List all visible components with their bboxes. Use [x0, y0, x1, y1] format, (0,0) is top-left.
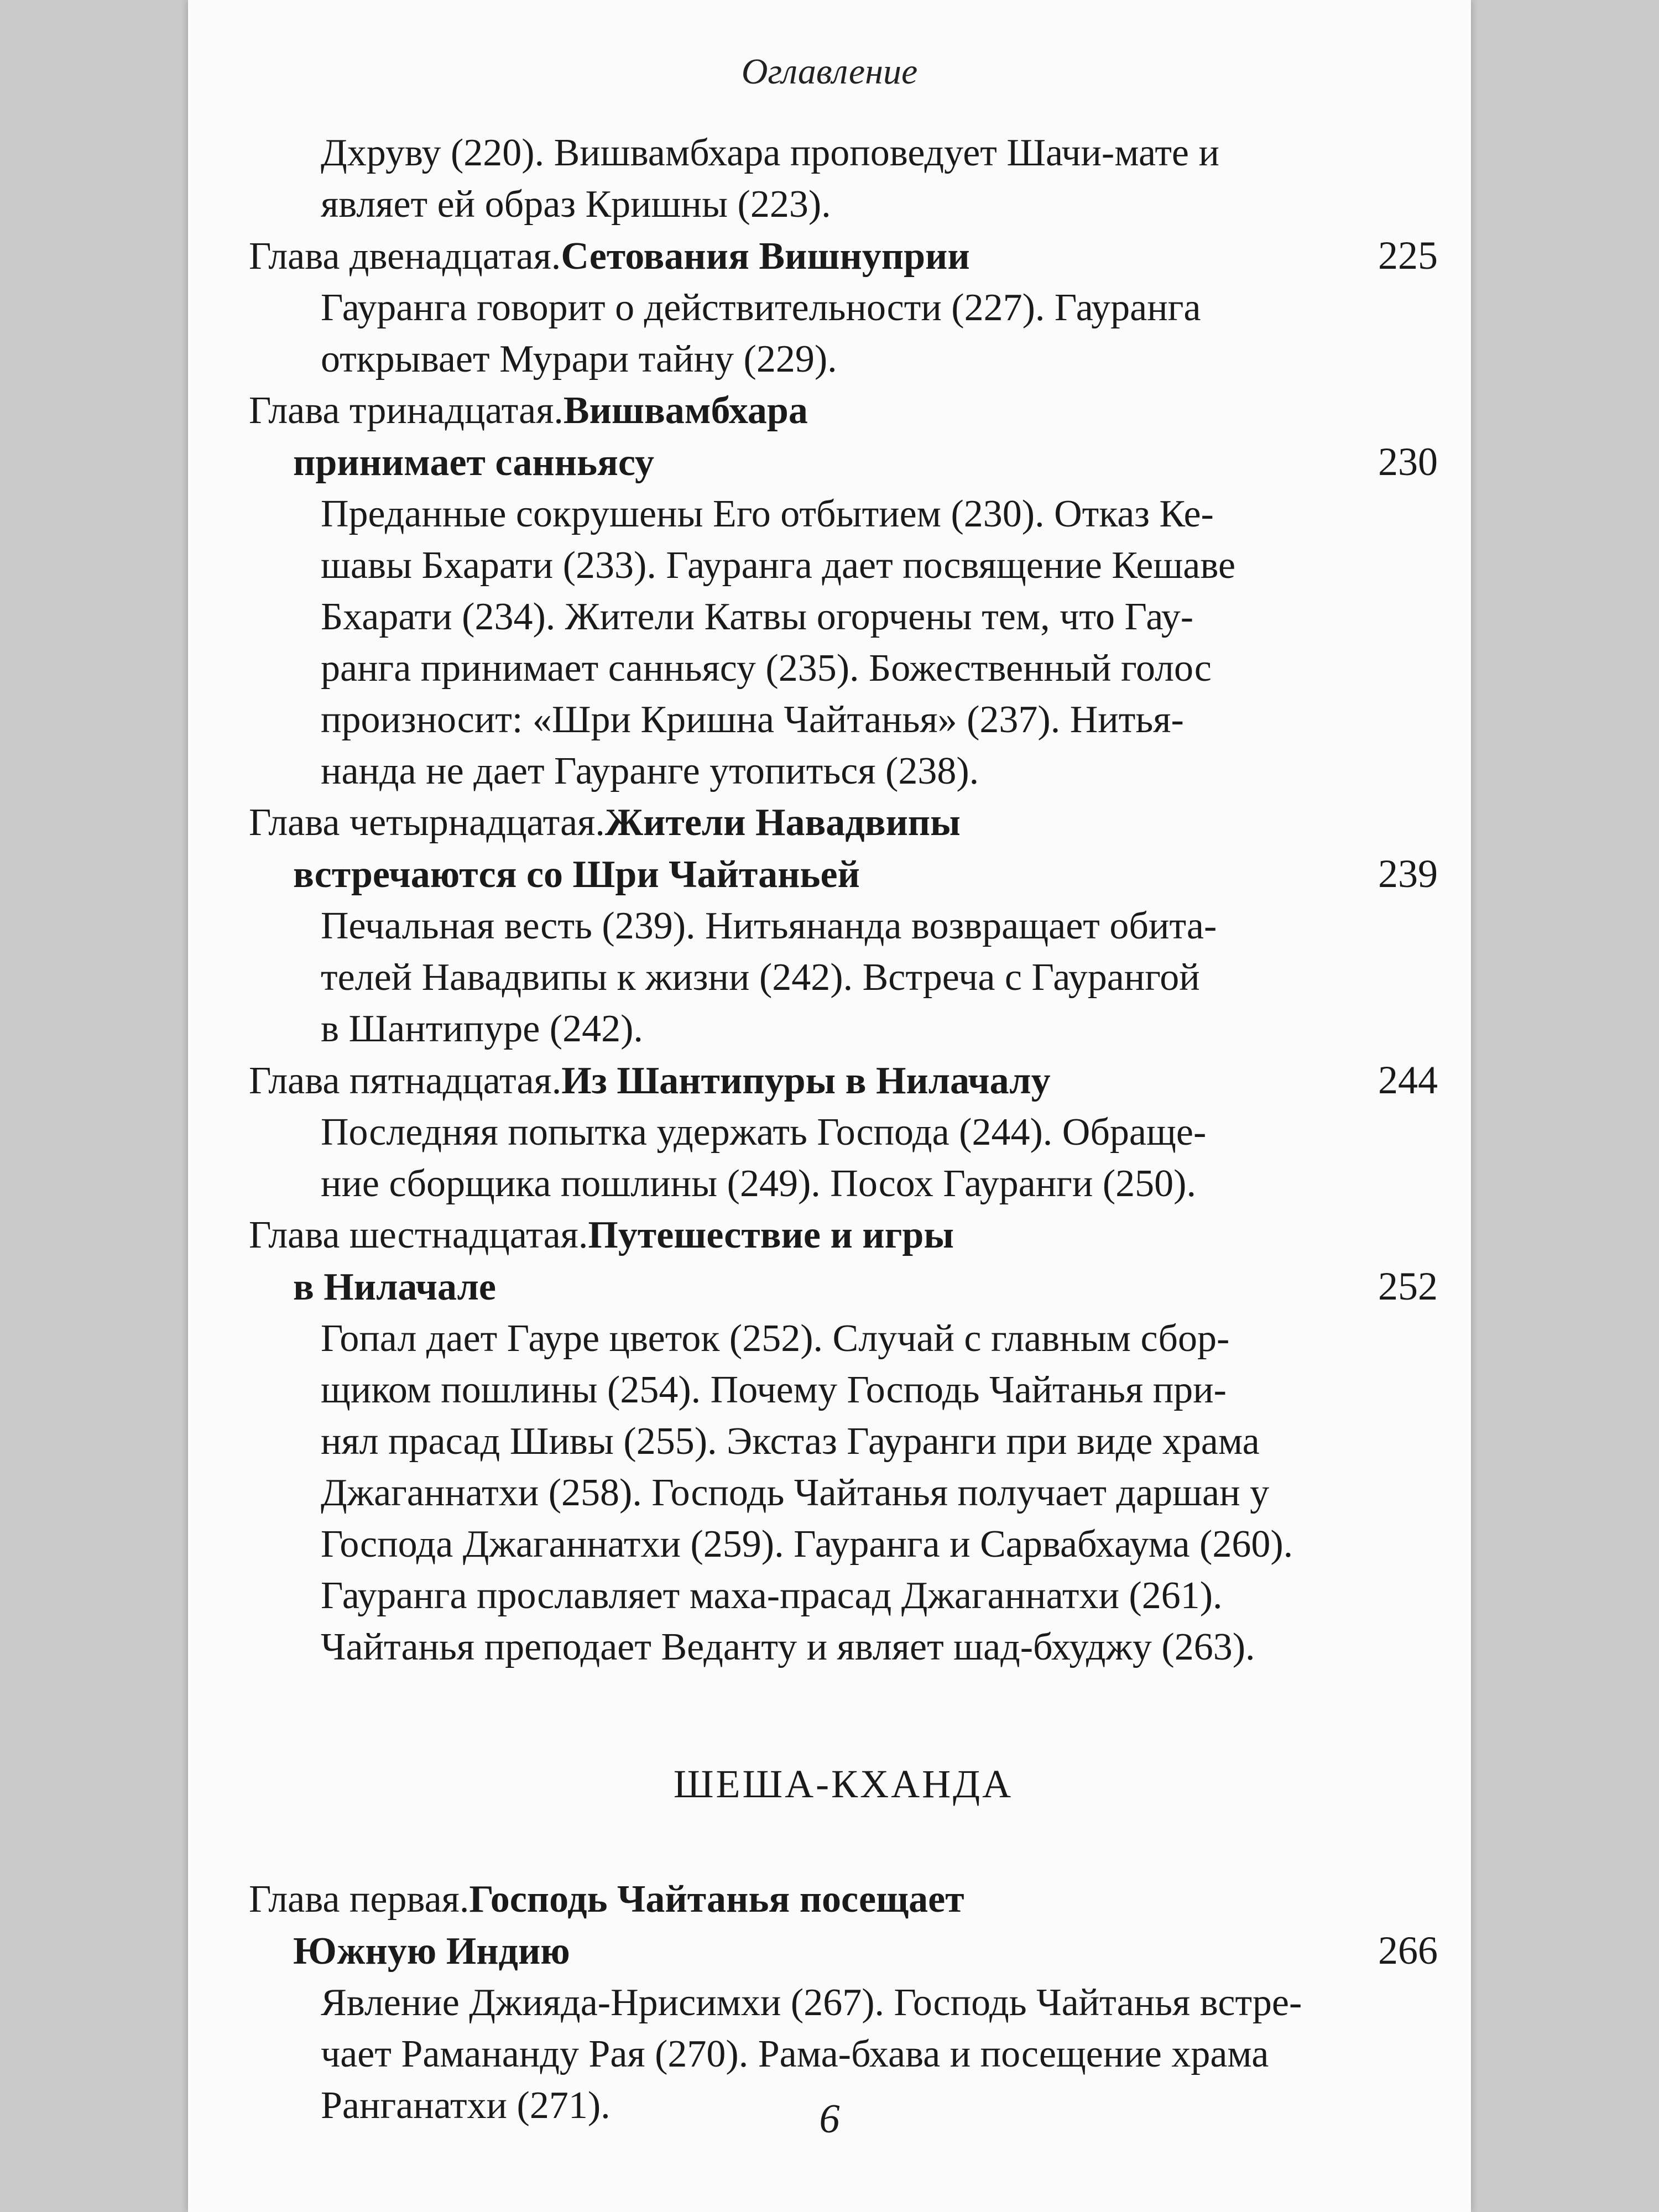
toc-desc-line: ранга принимает санньясу (235). Божественный голос — [321, 647, 1212, 690]
chapter-number: Глава пятнадцатая. — [249, 1060, 562, 1102]
running-header: Оглавление — [741, 51, 918, 92]
section-chapter — [249, 1874, 1438, 2131]
chapter-heading — [249, 230, 1438, 282]
toc-content — [249, 127, 1438, 2131]
chapter-number: Глава тринадцатая. — [249, 389, 564, 432]
chapter-heading — [249, 1874, 1438, 1925]
toc-desc-line: Господа Джаганнатхи (259). Гауранга и Сарвабхаума (260). — [321, 1523, 1293, 1566]
chapter-page: 230 — [1378, 440, 1438, 484]
toc-desc-line: Ранганатхи (271). — [321, 2084, 611, 2127]
chapter-title: Сетования Вишнуприи — [561, 235, 970, 278]
toc-desc-line: Гопал дает Гауре цветок (252). Случай с главным сбор- — [321, 1317, 1230, 1360]
chapter-title: Жители Навадвипы — [604, 801, 961, 844]
chapter-title: Господь Чайтанья посещает — [469, 1878, 964, 1921]
chapter-heading — [249, 385, 1438, 436]
toc-desc-line: шавы Бхарати (233). Гауранга дает посвящение Кешаве — [321, 544, 1236, 587]
chapter-page: 225 — [1378, 233, 1438, 278]
toc-entry — [249, 1209, 1438, 1673]
toc-desc-line: произносит: «Шри Кришна Чайтанья» (237). Нитья- — [321, 698, 1184, 741]
chapter-heading-cont — [249, 1925, 1438, 1977]
toc-desc-line: являет ей образ Кришны (223). — [321, 183, 831, 226]
toc-desc-line: Гауранга прославляет маха-прасад Джаганнатхи (261). — [321, 1574, 1223, 1617]
toc-desc-line: Последняя попытка удержать Господа (244). Обраще- — [321, 1111, 1207, 1154]
toc-desc-line: Гауранга говорит о действительности (227). Гауранга — [321, 286, 1201, 329]
toc-desc-line: Джаганнатхи (258). Господь Чайтанья получает даршан у — [321, 1472, 1270, 1514]
toc-desc-line: Печальная весть (239). Нитьянанда возвращает обита- — [321, 905, 1217, 947]
toc-entry — [249, 385, 1438, 797]
chapter-title: Вишвамбхара — [563, 389, 808, 432]
toc-desc-line: в Шантипуре (242). — [321, 1008, 643, 1050]
chapter-title: Путешествие и игры — [588, 1214, 954, 1256]
chapter-title-cont: встречаются со Шри Чайтаньей — [293, 853, 860, 896]
toc-desc-line: чает Рамананду Рая (270). Рама-бхава и посещение храма — [321, 2033, 1269, 2075]
toc-entry — [249, 230, 1438, 385]
chapter-heading — [249, 1209, 1438, 1261]
toc-desc-line: открывает Мурари тайну (229). — [321, 338, 837, 380]
toc-desc-line: Бхарати (234). Жители Катвы огорчены тем, что Гау- — [321, 596, 1194, 638]
toc-desc-line: Преданные сокрушены Его отбытием (230). Отказ Ке- — [321, 493, 1214, 535]
toc-desc-line: Явление Джияда-Нрисимхи (267). Господь Чайтанья встре- — [321, 1981, 1302, 2024]
toc-desc-line: телей Навадвипы к жизни (242). Встреча с Гаурангой — [321, 956, 1200, 999]
toc-entry — [249, 1874, 1438, 2131]
chapter-title: Из Шантипуры в Нилачалу — [561, 1060, 1051, 1102]
section-title: ШЕША-КХАНДА — [673, 1762, 1014, 1806]
chapter-number: Глава четырнадцатая. — [249, 801, 605, 844]
chapter-number: Глава шестнадцатая. — [249, 1214, 588, 1256]
toc-entry — [249, 1055, 1438, 1209]
toc-desc-line: нял прасад Шивы (255). Экстаз Гауранги при виде храма — [321, 1420, 1260, 1463]
chapter-title-cont: в Нилачале — [293, 1266, 496, 1308]
toc-desc-line: Дхруву (220). Вишвамбхара проповедует Шачи-мате и — [321, 132, 1219, 174]
chapter-heading — [249, 1055, 1438, 1107]
chapter-title-cont: Южную Индию — [293, 1930, 570, 1973]
chapter-page: 244 — [1378, 1058, 1438, 1102]
toc-desc-line: щиком пошлины (254). Почему Господь Чайтанья при- — [321, 1369, 1227, 1411]
toc-entry — [249, 797, 1438, 1055]
chapter-page: 266 — [1378, 1928, 1438, 1973]
chapter-heading-cont — [249, 848, 1438, 900]
chapter-number: Глава двенадцатая. — [249, 235, 561, 278]
chapter-page: 252 — [1378, 1264, 1438, 1308]
chapter-heading — [249, 797, 1438, 848]
chapter-page: 239 — [1378, 852, 1438, 896]
toc-desc-line: Чайтанья преподает Веданту и являет шад-бхуджу (263). — [321, 1626, 1255, 1668]
chapter-number: Глава первая. — [249, 1878, 469, 1921]
chapter-heading-cont — [249, 436, 1438, 488]
intro-block — [249, 127, 1438, 230]
chapter-title-cont: принимает санньясу — [293, 441, 655, 484]
chapter-heading-cont — [249, 1261, 1438, 1313]
toc-desc-line: ние сборщика пошлины (249). Посох Гауранги (250). — [321, 1162, 1196, 1205]
toc-desc-line: нанда не дает Гауранге утопиться (238). — [321, 750, 979, 792]
page-number: 6 — [819, 2096, 840, 2142]
chapter-list — [249, 230, 1438, 1673]
book-page — [188, 0, 1471, 2212]
